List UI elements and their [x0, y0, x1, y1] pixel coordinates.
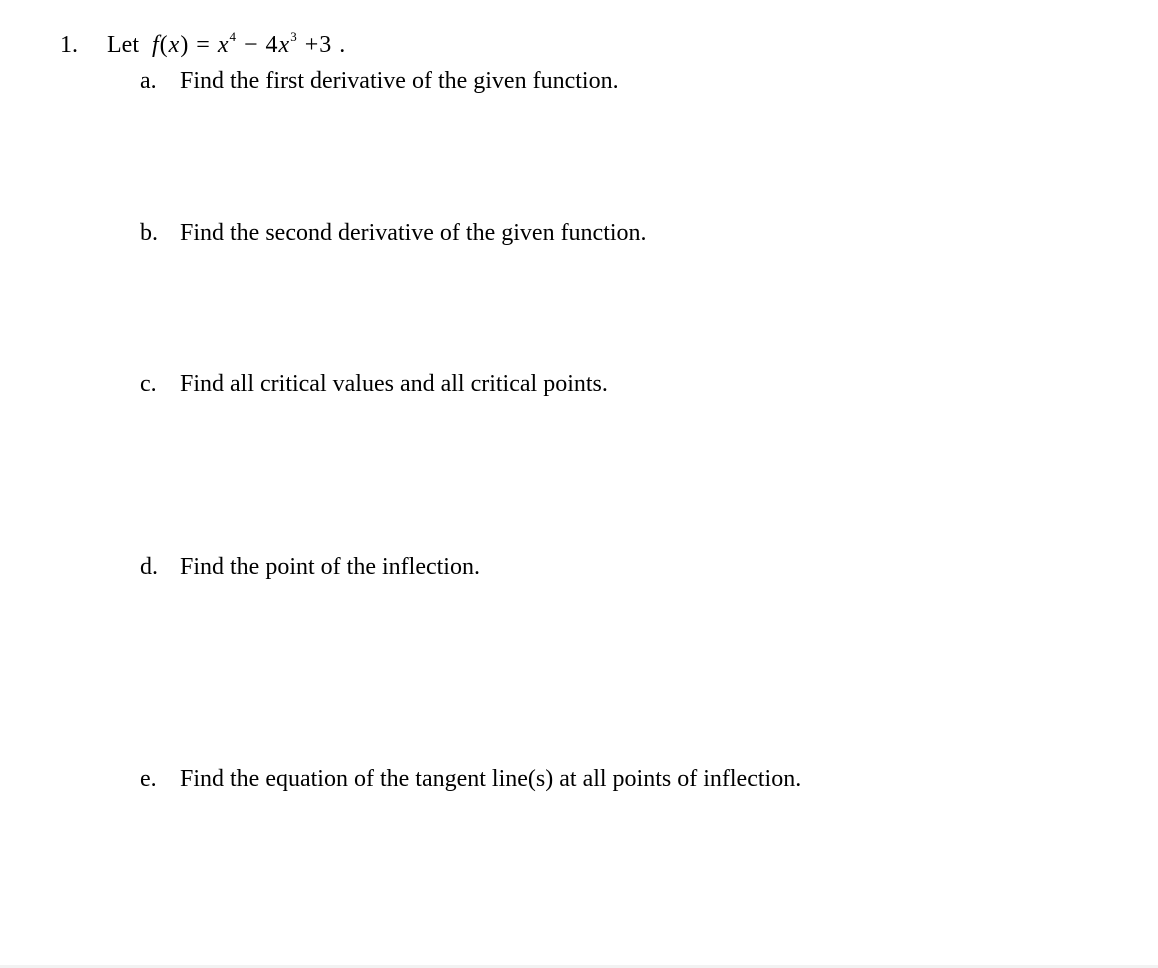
- constant-term: 3: [319, 32, 333, 58]
- part-a: [140, 66, 619, 96]
- part-letter: e.: [140, 766, 157, 792]
- part-letter: b.: [140, 220, 158, 246]
- part-d: [140, 552, 480, 582]
- part-letter: d.: [140, 554, 158, 580]
- part-text: Find the second derivative of the given function.: [180, 220, 647, 246]
- part-c: [140, 369, 608, 399]
- term1-base: x: [217, 32, 230, 58]
- term2-exponent: 3: [290, 29, 298, 44]
- operator-plus: +: [304, 32, 320, 58]
- stem-prefix: Let: [107, 32, 139, 58]
- part-letter: c.: [140, 371, 157, 397]
- term2-base: x: [278, 32, 291, 58]
- function-expression: $f(x) = x^4 - 4x^3 +3$ .: [151, 29, 347, 58]
- problem-stem: [107, 30, 346, 60]
- problem-number: 1.: [60, 32, 78, 58]
- function-name: f: [151, 32, 160, 58]
- part-text: Find the point of the inflection.: [180, 554, 480, 580]
- term2-coefficient: 4: [265, 32, 279, 58]
- part-b: [140, 218, 647, 248]
- part-letter: a.: [140, 68, 157, 94]
- part-e: [140, 764, 801, 794]
- part-text: Find the equation of the tangent line(s) at all points of inflection.: [180, 766, 802, 792]
- part-text: Find all critical values and all critical points.: [180, 371, 608, 397]
- term1-exponent: 4: [229, 29, 237, 44]
- stem-period: .: [339, 32, 347, 58]
- operator-minus: −: [244, 32, 259, 58]
- function-variable: x: [168, 32, 181, 58]
- part-text: Find the first derivative of the given function.: [180, 68, 619, 94]
